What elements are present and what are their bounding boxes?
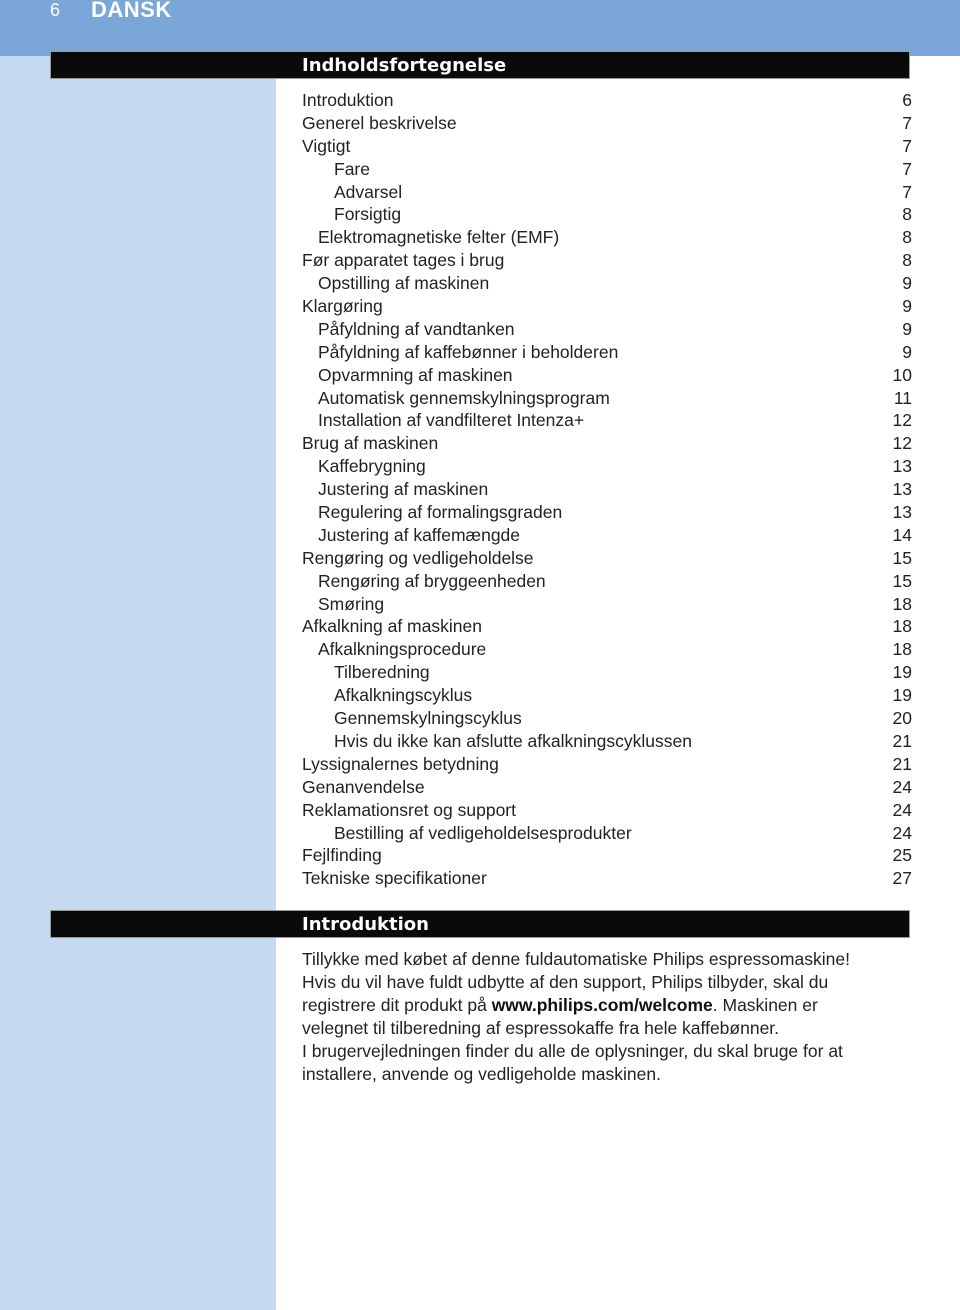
toc-entry-page: 7 [902,181,912,202]
intro-section-title: Introduktion [302,914,429,935]
toc-entry-page: 18 [892,593,912,614]
toc-entry[interactable] [302,387,912,410]
toc-entry-page: 25 [892,845,912,866]
toc-entry-page: 24 [892,799,912,820]
toc-entry-page: 18 [892,616,912,637]
toc-entry-title: Afkalkningsprocedure [318,639,487,660]
toc-entry-page: 13 [892,456,912,477]
toc-entry[interactable] [302,615,912,638]
toc-entry-page: 27 [892,868,912,889]
toc-entry-title: Advarsel [334,181,403,202]
toc-entry-title: Brug af maskinen [302,433,439,454]
toc-entry-page: 6 [902,90,912,110]
toc-entry-title: Kaffebrygning [318,456,426,477]
toc-entry-title: Før apparatet tages i brug [302,250,505,271]
toc-entry-page: 19 [892,662,912,683]
toc-entry-title: Generel beskrivelse [302,112,457,133]
toc-entry-title: Afkalkningscyklus [334,685,473,706]
toc-entry[interactable] [302,341,912,364]
toc-entry[interactable] [302,478,912,501]
intro-paragraph-start: Tillykke med købet af denne fuldautomatiske Philips espressomaskine! Hvis du vil have fuldt udbytte af den support, Philips tilbyder, skal du registrere dit produkt på [302,949,850,1015]
toc-entry-page: 8 [902,227,912,248]
toc-entry[interactable] [302,822,912,845]
toc-entry-page: 15 [892,570,912,591]
toc-entry[interactable] [302,547,912,570]
toc-entry-title: Klargøring [302,296,383,317]
toc-entry-title: Justering af kaffemængde [318,524,521,545]
toc-entry-page: 7 [902,135,912,156]
toc-entry-page: 20 [892,708,912,729]
intro-paragraph-end: . Maskinen er velegnet til tilberedning af espressokaffe fra hele kaffebønner. [302,995,818,1038]
toc-entry[interactable] [302,593,912,616]
toc-entry-title: Tekniske specifikationer [302,868,487,889]
toc-entry-title: Genanvendelse [302,776,425,797]
toc-entry[interactable] [302,226,912,249]
toc-entry[interactable] [302,249,912,272]
toc-entry[interactable] [302,730,912,753]
toc-entry[interactable] [302,409,912,432]
toc-entry-page: 13 [892,502,912,523]
toc-entry-page: 21 [892,730,912,751]
toc-entry[interactable] [302,776,912,799]
toc-entry[interactable] [302,661,912,684]
toc-entry-page: 7 [902,158,912,179]
toc-entry[interactable] [302,89,912,112]
toc-entry[interactable] [302,501,912,524]
toc-entry-page: 12 [892,410,912,431]
toc-entry[interactable] [302,799,912,822]
toc-entry-title: Påfyldning af kaffebønner i beholderen [318,341,619,362]
toc-entry-title: Bestilling af vedligeholdelsesprodukter [334,822,632,843]
toc-entry-title: Installation af vandfilteret Intenza+ [318,410,585,431]
toc-section-header [50,51,910,79]
toc-entry[interactable] [302,203,912,226]
toc-entry[interactable] [302,181,912,204]
toc-entry-page: 19 [892,685,912,706]
toc-entry-title: Fare [334,158,370,179]
toc-entry-title: Opstilling af maskinen [318,273,490,294]
toc-entry[interactable] [302,455,912,478]
toc-entry-title: Introduktion [302,90,394,110]
toc-entry[interactable] [302,318,912,341]
toc-entry[interactable] [302,432,912,455]
toc-entry-page: 15 [892,547,912,568]
toc-entry-title: Vigtigt [302,135,351,156]
toc-entry-page: 9 [902,318,912,339]
toc-entry[interactable] [302,753,912,776]
toc-entry-title: Rengøring af bryggeenheden [318,570,546,591]
toc-entry[interactable] [302,638,912,661]
toc-section-title: Indholdsfortegnelse [302,55,507,76]
toc-entry-title: Fejlfinding [302,845,382,866]
toc-entry-page: 24 [892,776,912,797]
toc-entry-page: 7 [902,112,912,133]
side-panel [0,56,276,1310]
toc-entry-page: 9 [902,273,912,294]
toc-entry-title: Regulering af formalingsgraden [318,502,563,523]
page-number: 6 [50,0,61,20]
toc-entry-page: 21 [892,753,912,774]
toc-entry-title: Rengøring og vedligeholdelse [302,547,534,568]
toc-entry[interactable] [302,112,912,135]
toc-entry-title: Automatisk gennemskylningsprogram [318,387,610,408]
toc-entry-page: 9 [902,296,912,317]
toc-entry-title: Tilberedning [334,662,430,683]
toc-entry-page: 24 [892,822,912,843]
toc-entry[interactable] [302,570,912,593]
toc-entry-title: Reklamationsret og support [302,799,516,820]
language-title: DANSK [91,0,172,22]
toc-entry[interactable] [302,295,912,318]
toc-entry[interactable] [302,158,912,181]
toc-entry-title: Lyssignalernes betydning [302,753,499,774]
toc-entry[interactable] [302,707,912,730]
toc-entry-page: 18 [892,639,912,660]
toc-entry[interactable] [302,844,912,867]
toc-entry-page: 14 [892,524,912,545]
toc-entry[interactable] [302,135,912,158]
toc-entry[interactable] [302,867,912,890]
toc-entry-title: Afkalkning af maskinen [302,616,482,637]
toc-entry-title: Elektromagnetiske felter (EMF) [318,227,560,248]
toc-entry[interactable] [302,684,912,707]
toc-entry-title: Påfyldning af vandtanken [318,318,515,339]
toc-entry-page: 8 [902,250,912,271]
toc-entry-page: 12 [892,433,912,454]
table-of-contents [302,89,912,890]
header-bar [0,0,960,56]
toc-entry[interactable] [302,524,912,547]
toc-entry[interactable] [302,272,912,295]
toc-entry-page: 13 [892,479,912,500]
toc-entry-title: Smøring [318,593,385,614]
toc-entry-title: Justering af maskinen [318,479,489,500]
toc-entry-page: 9 [902,341,912,362]
toc-entry-title: Gennemskylningscyklus [334,708,522,729]
intro-body [302,948,882,1086]
toc-entry-title: Opvarmning af maskinen [318,364,513,385]
toc-entry-title: Hvis du ikke kan afslutte afkalkningscyklussen [334,730,692,751]
toc-entry-page: 11 [893,387,912,408]
intro-section-header [50,910,910,938]
toc-entry-title: Forsigtig [334,204,402,225]
toc-entry-page: 10 [892,364,912,385]
welcome-link[interactable]: www.philips.com/welcome [491,995,713,1015]
intro-paragraph-2: I brugervejledningen finder du alle de oplysninger, du skal bruge for at installere, anvende og vedligeholde maskinen. [302,1041,843,1084]
toc-entry[interactable] [302,364,912,387]
toc-entry-page: 8 [902,204,912,225]
